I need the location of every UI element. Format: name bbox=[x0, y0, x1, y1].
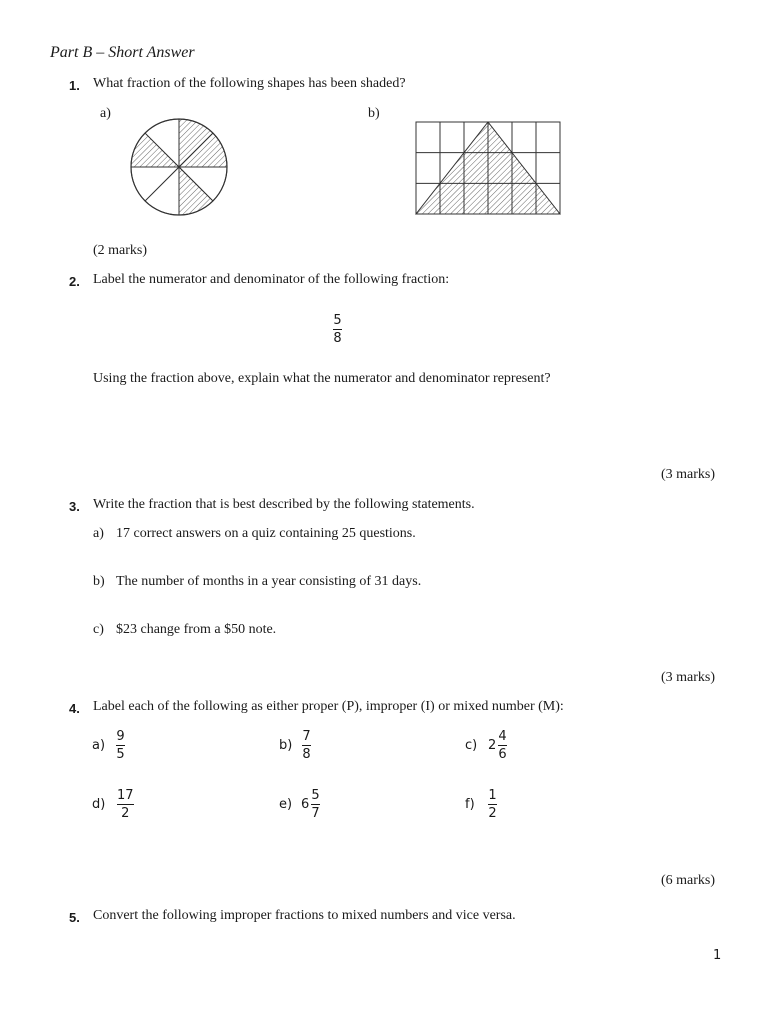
fraction-denominator: 2 bbox=[488, 806, 497, 821]
question-4-marks: (6 marks) bbox=[661, 873, 716, 888]
question-1-marks: (2 marks) bbox=[93, 243, 148, 258]
question-4b-fraction bbox=[302, 729, 311, 762]
fraction-numerator: 1 bbox=[488, 788, 497, 803]
fraction-numerator: 17 bbox=[117, 788, 134, 803]
fraction-denominator: 2 bbox=[121, 806, 130, 821]
question-4-text: Label each of the following as either proper (P), improper (I) or mixed number (M): bbox=[93, 699, 564, 714]
question-3-number: 3. bbox=[69, 499, 80, 514]
fraction-numerator: 5 bbox=[311, 788, 320, 803]
fraction-bar bbox=[116, 745, 125, 746]
question-1-number: 1. bbox=[69, 78, 80, 93]
fraction-denominator: 5 bbox=[116, 747, 125, 762]
question-4e-label: e) bbox=[279, 797, 293, 812]
question-4c-label: c) bbox=[465, 738, 478, 753]
question-3-text: Write the fraction that is best described by the following statements. bbox=[93, 497, 475, 512]
fraction-numerator: 7 bbox=[302, 729, 311, 744]
question-4f-fraction bbox=[488, 788, 497, 821]
part-title: Part B – Short Answer bbox=[50, 44, 195, 61]
question-4-number: 4. bbox=[69, 701, 80, 716]
fraction-denominator: 7 bbox=[311, 806, 320, 821]
question-4a-label: a) bbox=[92, 738, 106, 753]
question-4e-fraction bbox=[311, 788, 320, 821]
question-2-fraction bbox=[333, 313, 342, 346]
fraction-numerator: 9 bbox=[116, 729, 125, 744]
fraction-denominator: 8 bbox=[333, 331, 342, 346]
fraction-bar bbox=[311, 804, 320, 805]
question-4f-label: f) bbox=[465, 797, 475, 812]
question-2-marks: (3 marks) bbox=[661, 467, 716, 482]
question-3c-label: c) bbox=[93, 622, 104, 637]
question-3c-text: $23 change from a $50 note. bbox=[116, 622, 277, 637]
question-4d-label: d) bbox=[92, 797, 106, 812]
question-4c-whole: 2 bbox=[488, 738, 497, 753]
fraction-bar bbox=[302, 745, 311, 746]
fraction-numerator: 5 bbox=[333, 313, 342, 328]
fraction-bar bbox=[117, 804, 134, 805]
question-3b-text: The number of months in a year consisting of 31 days. bbox=[116, 574, 422, 589]
question-3a-text: 17 correct answers on a quiz containing 25 questions. bbox=[116, 526, 416, 541]
page-number: 1 bbox=[713, 948, 722, 963]
question-5-number: 5. bbox=[69, 910, 80, 925]
question-2-number: 2. bbox=[69, 274, 80, 289]
question-4d-fraction bbox=[117, 788, 134, 821]
question-2-text: Label the numerator and denominator of the following fraction: bbox=[93, 272, 450, 287]
shaded-circle-diagram bbox=[126, 117, 232, 217]
fraction-bar bbox=[498, 745, 507, 746]
fraction-denominator: 6 bbox=[498, 747, 507, 762]
question-3a-label: a) bbox=[93, 526, 104, 541]
question-1-text: What fraction of the following shapes has been shaded? bbox=[93, 76, 406, 91]
fraction-numerator: 4 bbox=[498, 729, 507, 744]
shaded-triangle-grid-diagram bbox=[414, 120, 564, 218]
question-4b-label: b) bbox=[279, 738, 293, 753]
question-3b-label: b) bbox=[93, 574, 105, 589]
question-3-marks: (3 marks) bbox=[661, 670, 716, 685]
question-1a-label: a) bbox=[100, 106, 111, 121]
question-4e-whole: 6 bbox=[301, 797, 310, 812]
fraction-bar bbox=[333, 329, 342, 330]
fraction-denominator: 8 bbox=[302, 747, 311, 762]
question-4c-fraction bbox=[498, 729, 507, 762]
question-1b-label: b) bbox=[368, 106, 380, 121]
fraction-bar bbox=[488, 804, 497, 805]
question-5-text: Convert the following improper fractions to mixed numbers and vice versa. bbox=[93, 908, 516, 923]
question-2-followup: Using the fraction above, explain what the numerator and denominator represent? bbox=[93, 371, 551, 386]
question-4a-fraction bbox=[116, 729, 125, 762]
